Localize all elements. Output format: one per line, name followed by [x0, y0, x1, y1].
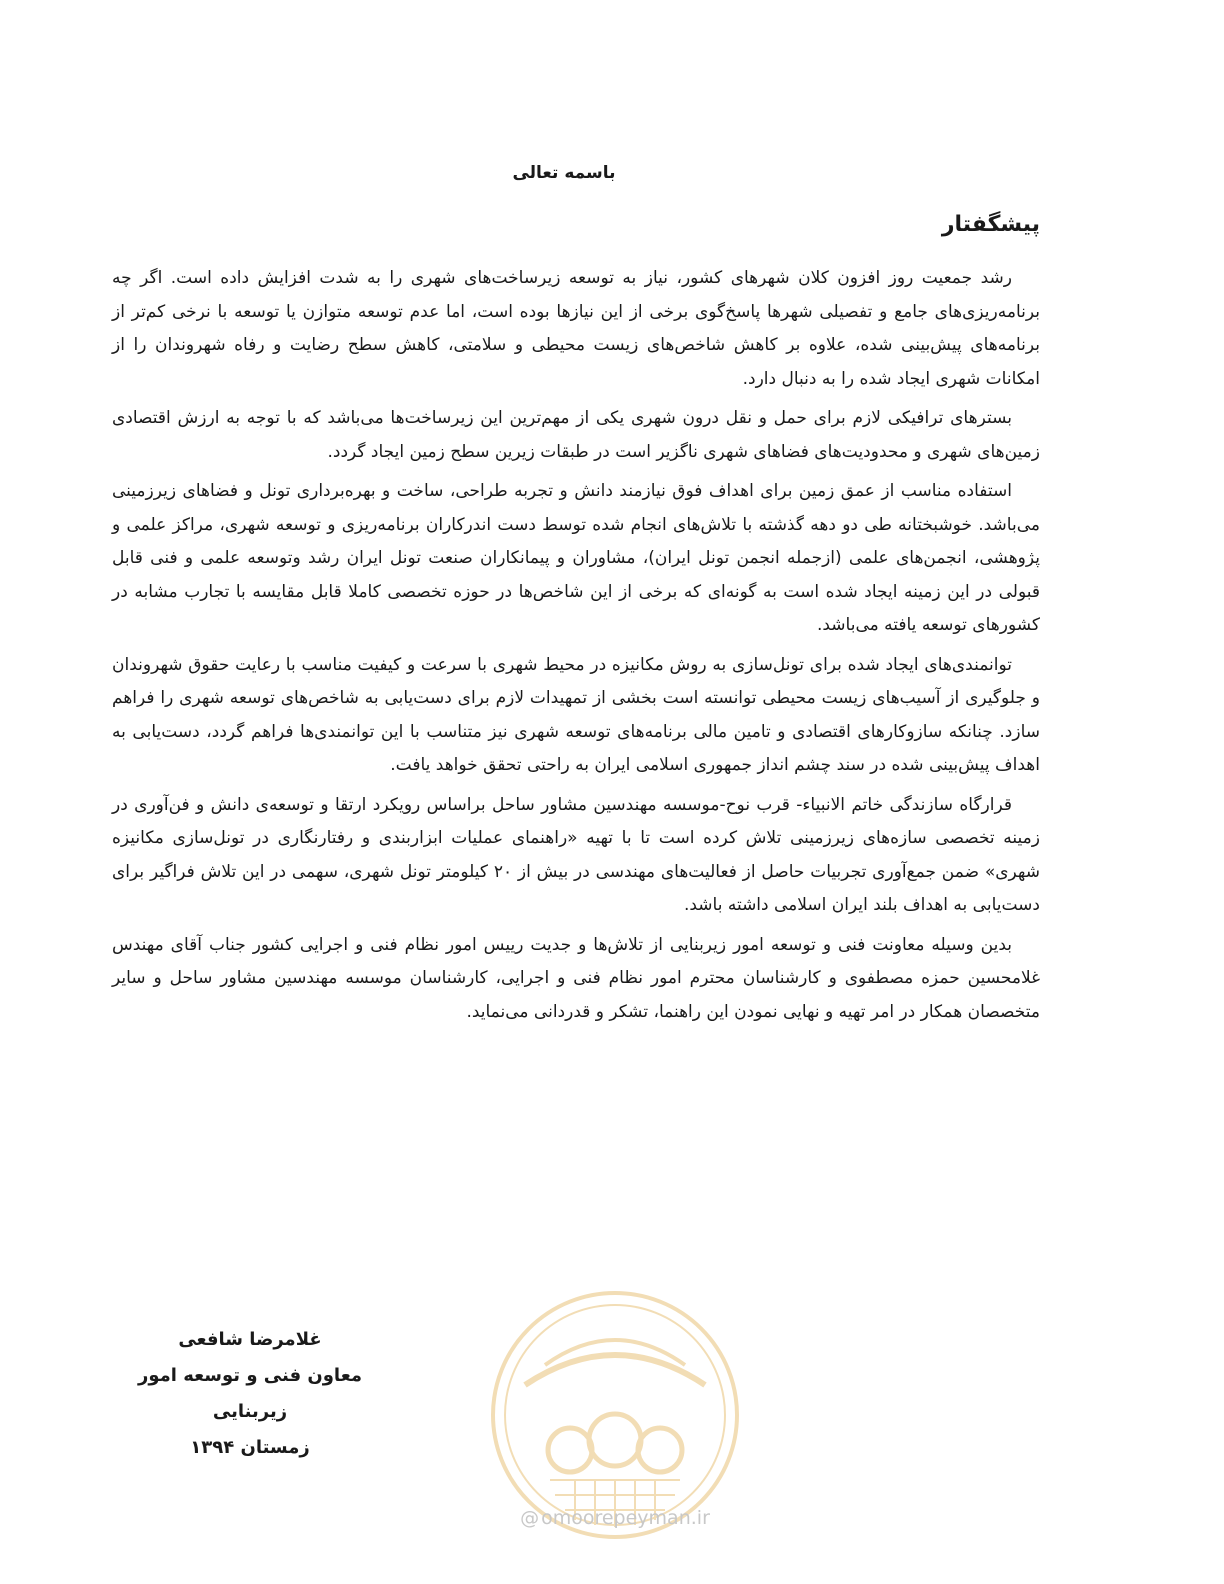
watermark-text: omoorepeyman.ir — [541, 1507, 710, 1529]
paragraph: قرارگاه سازندگی خاتم الانبیاء- قرب نوح-موسسه مهندسین مشاور ساحل براساس رویکرد ارتقا و توسعه‌ی دانش و فن‌آوری در زمینه تخصصی سازه‌های زیرزمینی تلاش کرده است تا با تهیه «راهنمای عملیات ابزاربندی و رفتارنگاری در تونل‌سازی مکانیزه شهری» ضمن جمع‌آوری تجربیات حاصل از فعالیت‌های مهندسی در بیش از ۲۰ کیلومتر تونل شهری، سهمی در این تلاش فراگیر برای دست‌یابی به اهداف بلند ایران اسلامی داشته باشد. — [112, 794, 1040, 915]
body-text — [112, 262, 1040, 1035]
paragraph: استفاده مناسب از عمق زمین برای اهداف فوق نیازمند دانش و تجربه طراحی، ساخت و بهره‌برداری تونل و فضاهای زیرزمینی می‌باشد. خوشبختانه طی دو دهه گذشته با تلاش‌های انجام شده توسط دست اندرکاران برنامه‌ریزی و توسعه شهری، مراکز علمی و پژوهشی، انجمن‌های علمی (ازجمله انجمن تونل ایران)، مشاوران و پیمانکاران صنعت تونل ایران رشد وتوسعه علمی و فنی قابل قبولی در این زمینه ایجاد شده است به گونه‌ای که برخی از این شاخص‌ها در حوزه تخصصی کاملا قابل مقایسه با تجارب مشابه در کشورهای توسعه یافته می‌باشد. — [112, 481, 1040, 635]
signatory-name: غلامرضا شافعی — [178, 1329, 322, 1350]
signature-date: زمستان ۱۳۹۴ — [190, 1437, 310, 1458]
seal-logo-icon — [485, 1285, 745, 1545]
paragraph: توانمندی‌های ایجاد شده برای تونل‌سازی به روش مکانیزه در محیط شهری با سرعت و کیفیت مناسب با رعایت حقوق شهروندان و جلوگیری از آسیب‌های زیست محیطی توانسته است بخشی از تمهیدات لازم برای دست‌یابی به شاخص‌های توسعه شهری را فراهم سازد. چنانکه سازوکارهای اقتصادی و تامین مالی برنامه‌های توسعه شهری نیز متناسب با این توانمندی‌ها فراهم گردد، دست‌یابی به اهداف پیش‌بینی شده در سند چشم انداز جمهوری اسلامی ایران به راحتی تحقق خواهد یافت. — [112, 654, 1040, 775]
paragraph: بدین وسیله معاونت فنی و توسعه امور زیربنایی از تلاش‌ها و جدیت رییس امور نظام فنی و اجرایی کشور جناب آقای مهندس غلامحسین حمزه مصطفوی و کارشناسان محترم امور نظام فنی و اجرایی، کارشناسان موسسه مهندسین مشاور ساحل و سایر متخصصان همکار در امر تهیه و نهایی نمودن این راهنما، تشکر و قدردانی می‌نماید. — [112, 934, 1040, 1022]
watermark — [500, 1507, 730, 1529]
bismillah-heading: باسمه تعالی — [512, 163, 616, 183]
paragraph: رشد جمعیت روز افزون کلان شهرهای کشور، نیاز به توسعه زیرساخت‌های شهری را به شدت افزایش داده است. اگر چه برنامه‌ریزی‌های جامع و تفصیلی شهرها پاسخ‌گوی برخی از این نیازها بوده است، اما عدم توسعه متوازن یا توسعه با نرخی کم‌تر از برنامه‌های پیش‌بینی شده، علاوه بر کاهش شاخص‌های زیست محیطی و سلامتی، کاهش سطح رضایت و رفاه شهروندان را از امکانات شهری ایجاد شده را به دنبال دارد. — [112, 268, 1040, 389]
at-icon: @ — [520, 1507, 540, 1529]
signature-block — [110, 1322, 390, 1466]
page-title: پیشگفتار — [941, 212, 1040, 237]
paragraph: بسترهای ترافیکی لازم برای حمل و نقل درون شهری یکی از مهم‌ترین این زیرساخت‌ها می‌باشد که با توجه به ارزش اقتصادی زمین‌های شهری و محدودیت‌های فضاهای شهری ناگزیر است در طبقات زیرین سطح زمین ایجاد گردد. — [112, 408, 1040, 462]
signatory-position: معاون فنی و توسعه امور زیربنایی — [138, 1365, 362, 1422]
